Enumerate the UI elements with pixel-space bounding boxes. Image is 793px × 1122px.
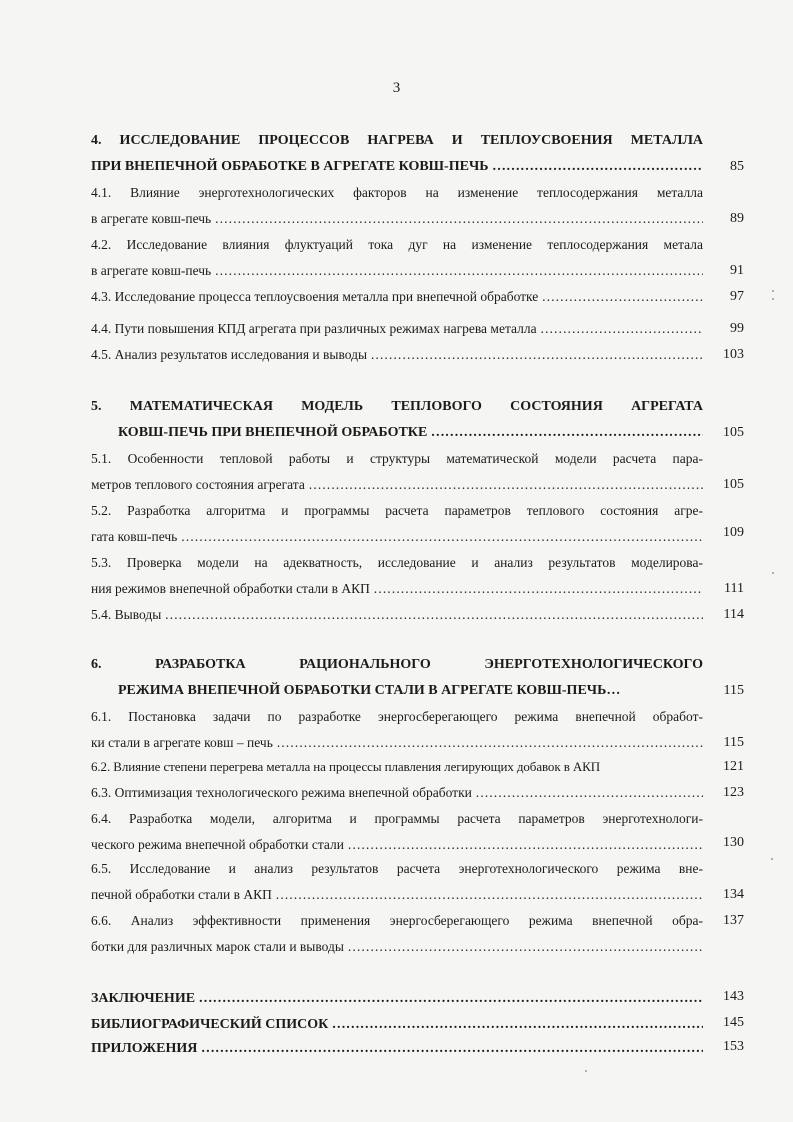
toc-item-page: 134	[723, 887, 744, 902]
toc-item-line1: 6.2. Влияние степени перегрева металла на процессы плавления легирующих добавок в АКП	[91, 759, 601, 774]
closing-label: БИБЛИОГРАФИЧЕСКИЙ СПИСОК ………………………………………………………………………………………………………………………………………………………	[91, 1017, 703, 1032]
toc-item-page: 97	[730, 289, 744, 304]
toc-closing-entry	[91, 1016, 703, 1034]
toc-item-line1	[91, 320, 703, 338]
item-text: ческого режима внепечной обработки стали ………………………………………………………………………………………………………………………………………………………………	[91, 837, 703, 852]
section-heading-line1: 5. МАТЕМАТИЧЕСКАЯ МОДЕЛЬ ТЕПЛОВОГО СОСТОЯНИЯ АГРЕГАТА	[91, 399, 703, 414]
scan-speck	[771, 858, 773, 860]
item-text: печной обработки стали в АКП ………………………………………………………………………………………………………………………………………………………………	[91, 887, 703, 902]
toc-item-line2	[91, 580, 703, 598]
toc-item-line2	[91, 886, 703, 904]
item-text: 4.3. Исследование процесса теплоусвоения металла при внепечной обработке ………………………………………………………………………………………………………………………………………………………………	[91, 289, 703, 304]
item-text: 5.4. Выводы ………………………………………………………………………………………………………………………………………………………………	[91, 607, 703, 622]
toc-item-page: 143	[723, 989, 744, 1004]
heading-text: КОВШ-ПЕЧЬ ПРИ ВНЕПЕЧНОЙ ОБРАБОТКЕ ………………………………………………………………………………………………………………………………………………………	[118, 425, 703, 440]
item-text: 4.4. Пути повышения КПД агрегата при различных режимах нагрева металла ………………………………………………………………………………………………………………………………………………………………	[91, 321, 703, 336]
toc-closing-entry	[91, 1040, 703, 1058]
toc-item-page: 153	[723, 1039, 744, 1054]
closing-label: ЗАКЛЮЧЕНИЕ ………………………………………………………………………………………………………………………………………………………	[91, 991, 703, 1006]
toc-item-line1	[91, 288, 703, 306]
toc-item-line2	[91, 528, 703, 546]
section-heading-line2	[118, 424, 703, 442]
toc-item-line1	[91, 346, 703, 364]
toc-item-line1: 5.3. Проверка модели на адекватность, исследование и анализ результатов моделирова-	[91, 555, 703, 570]
toc-item-line1	[91, 784, 703, 802]
item-text: в агрегате ковш-печь ………………………………………………………………………………………………………………………………………………………………	[91, 263, 703, 278]
scan-speck	[585, 1070, 587, 1072]
toc-item-page: 103	[723, 347, 744, 362]
toc-item-line1: 6.5. Исследование и анализ результатов расчета энерготехнологического режима вне-	[91, 861, 703, 876]
section-heading-line2: РЕЖИМА ВНЕПЕЧНОЙ ОБРАБОТКИ СТАЛИ В АГРЕГАТЕ КОВШ-ПЕЧЬ…	[118, 683, 621, 698]
toc-item-page: 121	[723, 759, 744, 774]
toc-closing-entry	[91, 990, 703, 1008]
item-text: гата ковш-печь ………………………………………………………………………………………………………………………………………………………………	[91, 529, 703, 544]
section-page: 105	[723, 425, 744, 440]
section-page: 85	[730, 159, 744, 174]
scan-speck	[772, 298, 774, 300]
item-text: ботки для различных марок стали и выводы ………………………………………………………………………………………………………………………………………………………………	[91, 939, 703, 954]
toc-item-line1	[91, 606, 703, 624]
toc-item-line2	[91, 938, 703, 956]
toc-item-page: 91	[730, 263, 744, 278]
heading-text: ПРИ ВНЕПЕЧНОЙ ОБРАБОТКЕ В АГРЕГАТЕ КОВШ-ПЕЧЬ ………………………………………………………………………………………………………………………………………………………	[91, 159, 703, 174]
toc-item-page: 145	[723, 1015, 744, 1030]
toc-item-page: 99	[730, 321, 744, 336]
scan-speck	[772, 572, 774, 574]
toc-item-line2	[91, 262, 703, 280]
toc-item-page: 130	[723, 835, 744, 850]
toc-item-page: 109	[723, 525, 744, 540]
toc-item-page: 114	[723, 607, 744, 622]
toc-item-page: 105	[723, 477, 744, 492]
toc-item-line2	[91, 734, 703, 752]
toc-item-line1: 5.1. Особенности тепловой работы и структуры математической модели расчета пара-	[91, 451, 703, 466]
toc-item-line1: 4.2. Исследование влияния флуктуаций тока дуг на изменение теплосодержания метала	[91, 237, 703, 252]
section-heading-line1: 6. РАЗРАБОТКА РАЦИОНАЛЬНОГО ЭНЕРГОТЕХНОЛОГИЧЕСКОГО	[91, 657, 703, 672]
item-text: 4.5. Анализ результатов исследования и выводы ………………………………………………………………………………………………………………………………………………………………	[91, 347, 703, 362]
toc-item-page: 111	[724, 581, 744, 596]
item-text: 6.3. Оптимизация технологического режима внепечной обработки ………………………………………………………………………………………………………………………………………………………………	[91, 785, 703, 800]
section-heading-line2	[91, 158, 703, 176]
toc-item-line2	[91, 210, 703, 228]
item-text: ки стали в агрегате ковш – печь ………………………………………………………………………………………………………………………………………………………………	[91, 735, 703, 750]
toc-item-page: 123	[723, 785, 744, 800]
toc-item-line1: 6.6. Анализ эффективности применения энергосберегающего режима внепечной обра-	[91, 913, 703, 928]
toc-item-line1: 5.2. Разработка алгоритма и программы расчета параметров теплового состояния агре-	[91, 503, 703, 518]
item-text: ния режимов внепечной обработки стали в АКП ………………………………………………………………………………………………………………………………………………………………	[91, 581, 703, 596]
toc-item-line2	[91, 476, 703, 494]
toc-item-page: 115	[723, 735, 744, 750]
item-text: метров теплового состояния агрегата ………………………………………………………………………………………………………………………………………………………………	[91, 477, 703, 492]
closing-label: ПРИЛОЖЕНИЯ ………………………………………………………………………………………………………………………………………………………	[91, 1041, 703, 1056]
scan-speck	[772, 290, 774, 292]
toc-item-page: 89	[730, 211, 744, 226]
toc-item-line1: 6.1. Постановка задачи по разработке энергосберегающего режима внепечной обработ-	[91, 709, 703, 724]
section-page: 115	[723, 683, 744, 698]
section-heading-line1: 4. ИССЛЕДОВАНИЕ ПРОЦЕССОВ НАГРЕВА И ТЕПЛОУСВОЕНИЯ МЕТАЛЛА	[91, 133, 703, 148]
toc-item-line2	[91, 836, 703, 854]
item-text: в агрегате ковш-печь ………………………………………………………………………………………………………………………………………………………………	[91, 211, 703, 226]
toc-item-line1: 4.1. Влияние энерготехнологических факторов на изменение теплосодержания металла	[91, 185, 703, 200]
toc-item-line1: 6.4. Разработка модели, алгоритма и программы расчета параметров энерготехнологи-	[91, 811, 703, 826]
page-number: 3	[392, 80, 401, 96]
toc-item-page: 137	[723, 913, 744, 928]
